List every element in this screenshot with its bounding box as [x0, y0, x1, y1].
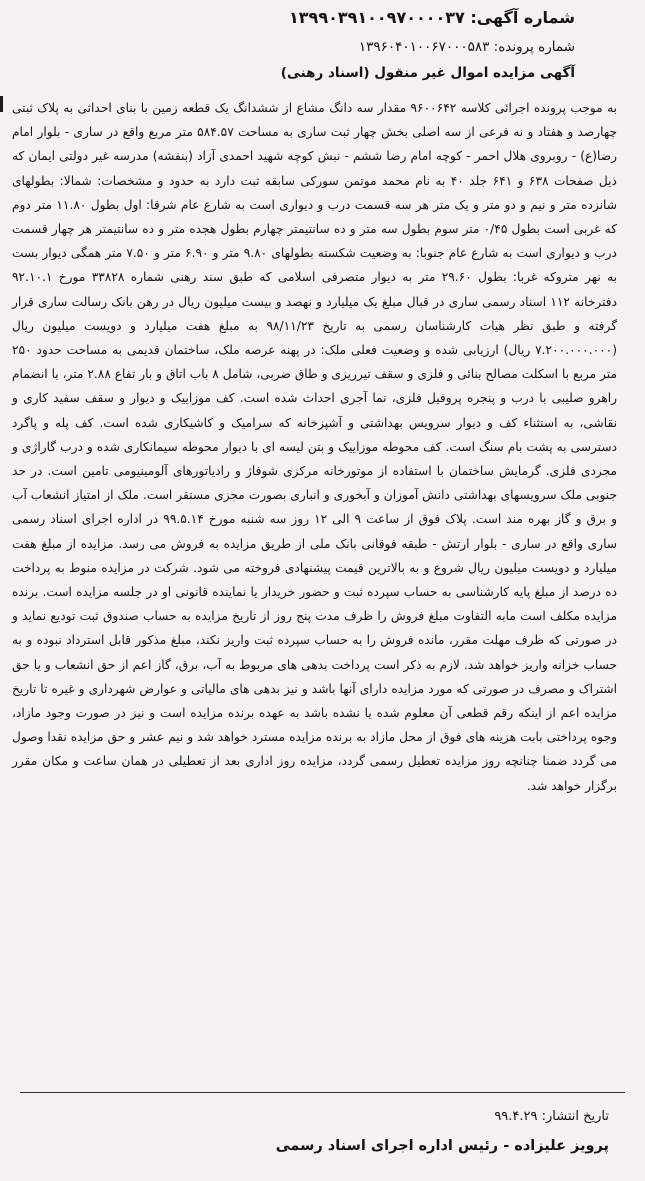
notice-header [0, 0, 645, 84]
file-number: شماره پرونده: ۱۳۹۶۰۴۰۱۰۰۶۷۰۰۰۵۸۳ [358, 39, 575, 55]
footer-divider [20, 1092, 625, 1093]
signer-line: پرویز علیزاده - رئیس اداره اجرای اسناد رسمی [275, 1138, 609, 1154]
publication-date: تاریخ انتشار: ۹۹.۴.۲۹ [494, 1109, 609, 1124]
notice-footer [20, 1106, 609, 1158]
margin-mark [0, 96, 3, 112]
notice-title: آگهی مزایده اموال غیر منقول (اسناد رهنی) [280, 65, 575, 81]
notice-body: به موجب پرونده اجرائی کلاسه ۹۶۰۰۶۴۲ مقدار سه دانگ مشاع از ششدانگ یک قطعه زمین با بنای احداثی به پلاک ثبتی چهارصد و هفتاد و نه فرعی از سه اصلی بخش چهار ثبت ساری به مساحت ۵۸۴.۵۷ متر مربع واقع در ساری - بلوار امام رضا(ع) - روبروی هلال احمر - کوچه امام رضا ششم - نبش کوچه شهید احمدی آزاد (بنفشه) مدرسه غیر دولتی ایمان که ذیل صفحات ۶۳۸ و ۶۴۱ جلد ۴۰ به نام محمد موتمن سورکی سابقه ثبت دارد به حدود و مشخصات: شمالا: بطولهای شانزده متر و نیم و دو متر و یک متر هر سه قسمت درب و دیواری است به شارع عام شرقا: اول بطول ۱۱.۸۰ متر دوم که غربی است بطول ۰/۴۵ متر سوم بطول سه متر و ده سانتیمتر چهارم بطول هجده متر و ده سانتیمتر هر چهار قسمت درب و دیواری است به شارع عام جنوبا: به وضعیت شکسته بطولهای ۹.۸۰ متر و ۶.۹۰ متر و ۷.۵۰ متر همگی دیوار بست به نهر متروکه غربا: بطول ۲۹.۶۰ متر به دیوار متصرفی اسلامی که طبق سند رهنی شماره ۳۳۸۲۸ مورخ ۹۲.۱۰.۱ دفترخانه ۱۱۲ اسناد رسمی ساری در قبال مبلغ یک میلیارد و نهصد و بیست میلیون ریال در رهن بانک رسالت ساری قرار گرفته و طبق نظر هیات کارشناسان رسمی به تاریخ ۹۸/۱۱/۲۳ به مبلغ هفت میلیارد و دویست میلیون ریال (۷.۲۰۰.۰۰۰.۰۰۰ ریال) ارزیابی شده و وضعیت فعلی ملک: در پهنه عرصه ملک، ساختمان قدیمی به مساحت حدود ۲۵۰ متر مربع با اسکلت مصالح بنائی و فلزی و سقف تیرریزی و طاق ضربی، شامل ۸ باب اتاق و بار تفاع ۲.۸۸ متر، با انضمام راهرو صلیبی با درب و پنجره پروفیل فلزی، نما آجری احداث شده است. کف موزاییک و دیوار و سقف سفید کاری و نقاشی، به استثناء کف و دیوار سرویس بهداشتی و آشپزخانه که سرامیک و کاشیکاری شده است. کف پله و پاگرد دسترسی به پشت بام سنگ است. کف محوطه موزاییک و بتن لیسه ای با دیوار محوطه سیمانکاری شده و درب گاراژی و مجردی فلزی. گرمایش ساختمان با استفاده از موتورخانه مرکزی شوفاژ و رادیاتورهای آلومینیومی تامین است. در حد جنوبی ملک سرویسهای بهداشتی دانش آموزان و آبخوری و انباری بصورت مجزی مستقر است. ملک از امتیاز انشعاب آب و برق و گاز بهره مند است. پلاک فوق از ساعت ۹ الی ۱۲ روز سه شنبه مورخ ۹۹.۵.۱۴ در اداره اجرای اسناد رسمی ساری واقع در ساری - بلوار ارتش - طبقه فوقانی بانک ملی از طریق مزایده به فروش می رسد. مزایده از مبلغ هفت میلیارد و دویست میلیون ریال شروع و به بالاترین قیمت پیشنهادی فروخته می شود. شرکت در مزایده منوط به پرداخت ده درصد از مبلغ پایه کارشناسی به حساب سپرده ثبت و حضور خریدار یا نماینده قانونی او در جلسه مزایده است. برنده مزایده مکلف است مابه التفاوت مبلغ فروش را ظرف مدت پنج روز از تاریخ مزایده به حساب صندوق ثبت تودیع نماید و در صورتی که ظرف مهلت مقرر، مانده فروش را به حساب سپرده ثبت واریز نکند، مبلغ مذکور قابل استرداد نبوده و به حساب خزانه واریز خواهد شد. لازم به ذکر است پرداخت بدهی های مربوط به آب، برق، گاز اعم از حق انشعاب و یا حق اشتراک و مصرف در صورتی که مورد مزایده دارای آنها باشد و نیز بدهی های مالیاتی و عوارض شهرداری و غیره تا تاریخ مزایده اعم از اینکه رقم قطعی آن معلوم شده یا نشده باشد به عهده برنده مزایده است و نیز در صورت وجود مازاد، وجوه پرداختی بابت هزینه های فوق از محل مازاد به برنده مزایده مسترد خواهد شد و نیم عشر و حق مزایده نقدا وصول می گردد ضمنا چنانچه روز مزایده تعطیل رسمی گردد، مزایده روز اداری بعد از تعطیلی در همان ساعت و مکان مقرر برگزار خواهد شد. [12, 101, 618, 793]
ad-number: شماره آگهی: ۱۳۹۹۰۳۹۱۰۰۹۷۰۰۰۰۳۷ [289, 8, 575, 27]
